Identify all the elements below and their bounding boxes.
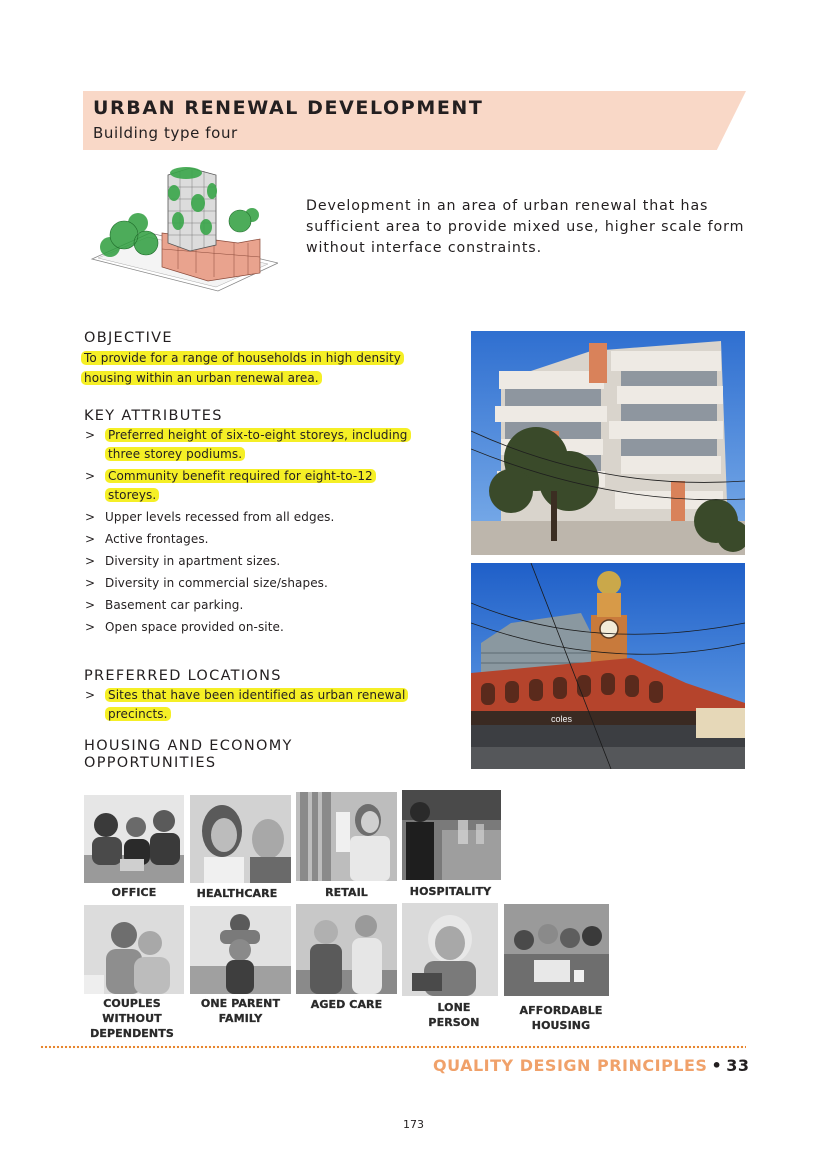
caption-couples: COUPLES WITHOUT DEPENDENTS bbox=[90, 997, 174, 1040]
preferred-locations-list bbox=[83, 686, 423, 727]
intro-description: Development in an area of urban renewal that has sufficient area to provide mixed use, higher scale form without interface constraints. bbox=[306, 198, 745, 256]
footer-section-label bbox=[433, 1056, 749, 1075]
aged-care-photo bbox=[296, 904, 397, 994]
hospitality-photo bbox=[402, 790, 501, 880]
list-item: > Open space provided on-site. bbox=[83, 618, 423, 637]
list-item: > Preferred height of six-to-eight storeys, including three storey podiums. bbox=[83, 426, 423, 464]
housing-heading-line2: OPPORTUNITIES bbox=[84, 755, 217, 771]
shop-sign: coles bbox=[551, 714, 573, 724]
objective-text bbox=[81, 348, 421, 388]
list-item: > Active frontages. bbox=[83, 530, 423, 549]
list-item: > Sites that have been identified as urban renewal precincts. bbox=[83, 686, 423, 724]
page-subtitle: Building type four bbox=[93, 124, 238, 142]
page-number: 173 bbox=[403, 1118, 424, 1131]
healthcare-photo bbox=[190, 795, 291, 883]
couples-photo bbox=[84, 905, 184, 994]
objective-heading: OBJECTIVE bbox=[84, 330, 173, 346]
caption-lone-person: LONE PERSON bbox=[428, 1001, 480, 1029]
one-parent-family-photo bbox=[190, 906, 291, 994]
apartment-building-photo bbox=[471, 331, 745, 555]
footer-bullet: • bbox=[711, 1056, 723, 1075]
building-sketch-illustration bbox=[88, 163, 278, 293]
list-item: > Diversity in apartment sizes. bbox=[83, 552, 423, 571]
housing-heading-line1: HOUSING AND ECONOMY bbox=[84, 738, 293, 754]
caption-aged-care: AGED CARE bbox=[310, 998, 383, 1011]
key-attributes-heading: KEY ATTRIBUTES bbox=[84, 408, 223, 424]
list-item: > Diversity in commercial size/shapes. bbox=[83, 574, 423, 593]
caption-retail: RETAIL bbox=[325, 886, 368, 899]
caption-one-parent-family: ONE PARENT FAMILY bbox=[200, 997, 281, 1025]
list-item: > Upper levels recessed from all edges. bbox=[83, 508, 423, 527]
footer-section-title: QUALITY DESIGN PRINCIPLES bbox=[433, 1056, 708, 1075]
caption-healthcare: HEALTHCARE bbox=[196, 887, 278, 900]
affordable-housing-photo bbox=[504, 904, 609, 996]
footer-dotted-divider bbox=[40, 1045, 746, 1049]
key-attributes-list bbox=[83, 426, 423, 640]
lone-person-photo bbox=[402, 903, 498, 996]
page-title: URBAN RENEWAL DEVELOPMENT bbox=[93, 97, 484, 119]
clock-tower-photo bbox=[471, 563, 745, 769]
footer-section-page: 33 bbox=[726, 1056, 750, 1075]
list-item: > Basement car parking. bbox=[83, 596, 423, 615]
retail-photo bbox=[296, 792, 397, 881]
caption-office: OFFICE bbox=[111, 886, 157, 899]
preferred-locations-heading: PREFERRED LOCATIONS bbox=[84, 668, 282, 684]
objective-highlight: To provide for a range of households in high density housing within an urban renewal area. bbox=[81, 351, 404, 385]
caption-hospitality: HOSPITALITY bbox=[409, 885, 492, 898]
list-item: > Community benefit required for eight-to-12 storeys. bbox=[83, 467, 423, 505]
caption-affordable-housing: AFFORDABLE HOUSING bbox=[519, 1004, 603, 1032]
office-photo bbox=[84, 795, 184, 883]
